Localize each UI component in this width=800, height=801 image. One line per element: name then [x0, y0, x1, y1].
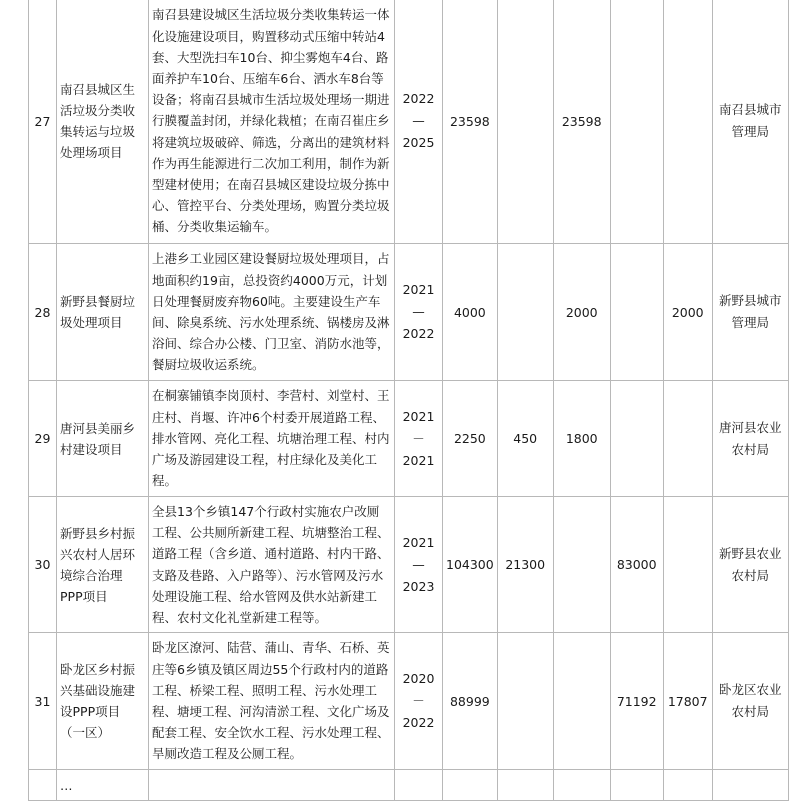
investment-col-2: [553, 497, 610, 633]
investment-col-1: 450: [497, 381, 553, 497]
investment-col-3: 83000: [610, 497, 663, 633]
project-name: 新野县餐厨垃圾处理项目: [57, 244, 149, 381]
investment-col-1: 21300: [497, 497, 553, 633]
investment-col-3: [610, 0, 663, 244]
total-investment: 4000: [443, 244, 498, 381]
total-investment: 2250: [443, 381, 498, 497]
row-number: 28: [29, 244, 57, 381]
responsible-department: 新野县城市管理局: [712, 244, 788, 381]
investment-col-3: [610, 244, 663, 381]
project-period: [395, 770, 443, 801]
investment-col-4: 17807: [663, 633, 712, 770]
investment-col-4: [663, 497, 712, 633]
row-number: 27: [29, 0, 57, 244]
investment-col-4: [663, 381, 712, 497]
project-description: 卧龙区潦河、陆营、蒲山、青华、石桥、英庄等6乡镇及镇区周边55个行政村内的道路工程、桥梁工程、照明工程、污水处理工程、塘埂工程、河沟清淤工程、文化广场及配套工程、安全饮水工程、污水处理工程、旱厕改造工程及公厕工程。: [149, 633, 395, 770]
investment-col-3: [610, 770, 663, 801]
project-name: 卧龙区乡村振兴基础设施建设PPP项目（一区）: [57, 633, 149, 770]
investment-col-1: [497, 244, 553, 381]
table-row: [29, 497, 789, 633]
project-period: 2020－2022: [395, 633, 443, 770]
investment-col-3: 71192: [610, 633, 663, 770]
project-period: 2021－2021: [395, 381, 443, 497]
investment-col-4: [663, 770, 712, 801]
project-name: 新野县乡村振兴农村人居环境综合治理PPP项目: [57, 497, 149, 633]
project-period: 2021—2022: [395, 244, 443, 381]
table-row: [29, 381, 789, 497]
responsible-department: 卧龙区农业农村局: [712, 633, 788, 770]
project-name: …: [57, 770, 149, 801]
investment-col-2: 23598: [553, 0, 610, 244]
investment-col-1: [497, 0, 553, 244]
investment-col-2: 2000: [553, 244, 610, 381]
responsible-department: [712, 770, 788, 801]
project-name: 唐河县美丽乡村建设项目: [57, 381, 149, 497]
row-number: [29, 770, 57, 801]
responsible-department: 唐河县农业农村局: [712, 381, 788, 497]
total-investment: 104300: [443, 497, 498, 633]
row-number: 30: [29, 497, 57, 633]
responsible-department: 新野县农业农村局: [712, 497, 788, 633]
project-table: [28, 0, 789, 801]
total-investment: 23598: [443, 0, 498, 244]
project-name: 南召县城区生活垃圾分类收集转运与垃圾处理场项目: [57, 0, 149, 244]
investment-col-2: 1800: [553, 381, 610, 497]
investment-col-3: [610, 381, 663, 497]
total-investment: [443, 770, 498, 801]
table-row: [29, 0, 789, 244]
project-description: 在桐寨铺镇李岗顶村、李营村、刘堂村、王庄村、肖堰、许冲6个村委开展道路工程、排水管网、亮化工程、坑塘治理工程、村内广场及游园建设工程，村庄绿化及美化工程。: [149, 381, 395, 497]
project-period: 2022—2025: [395, 0, 443, 244]
table-row: [29, 633, 789, 770]
investment-col-4: 2000: [663, 244, 712, 381]
responsible-department: 南召县城市管理局: [712, 0, 788, 244]
table-row: [29, 244, 789, 381]
investment-col-1: [497, 770, 553, 801]
total-investment: 88999: [443, 633, 498, 770]
table-row-partial: [29, 770, 789, 801]
row-number: 31: [29, 633, 57, 770]
project-description: 全县13个乡镇147个行政村实施农户改厕工程、公共厕所新建工程、坑塘整治工程、道路工程（含乡道、通村道路、村内干路、支路及巷路、入户路等）、污水管网及污水处理设施工程、给水管网及供水站新建工程、农村文化礼堂新建工程等。: [149, 497, 395, 633]
project-description: [149, 770, 395, 801]
investment-col-2: [553, 770, 610, 801]
row-number: 29: [29, 381, 57, 497]
investment-col-1: [497, 633, 553, 770]
investment-col-4: [663, 0, 712, 244]
project-period: 2021—2023: [395, 497, 443, 633]
investment-col-2: [553, 633, 610, 770]
project-description: 上港乡工业园区建设餐厨垃圾处理项目，占地面积约19亩，总投资约4000万元，计划日处理餐厨废弃物60吨。主要建设生产车间、除臭系统、污水处理系统、锅楼房及淋浴间、综合办公楼、门卫室、消防水池等，餐厨垃圾收运系统。: [149, 244, 395, 381]
project-description: 南召县建设城区生活垃圾分类收集转运一体化设施建设项目，购置移动式压缩中转站4套、大型洗扫车10台、抑尘雾炮车4台、路面养护车10台、压缩车6台、洒水车8台等设备；将南召县城市生活垃圾处理场一期进行膜覆盖封闭，并绿化栽植；在南召崔庄乡将建筑垃圾破碎、筛选，分离出的建筑材料作为再生能源进行二次加工利用，制作为新型建材使用；在南召县城区建设垃圾分拣中心、管控平台、分类处理场，购置分类垃圾桶、分类收集运输车。: [149, 0, 395, 244]
